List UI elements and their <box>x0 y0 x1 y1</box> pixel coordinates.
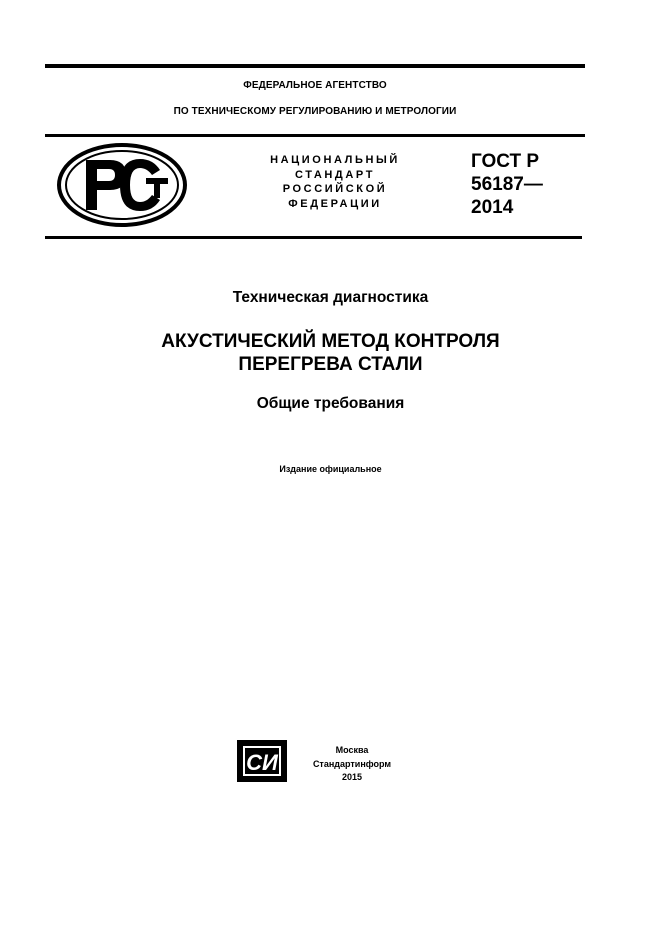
rst-conformity-mark-icon <box>56 142 188 228</box>
agency-line-1: ФЕДЕРАЛЬНОЕ АГЕНТСТВО <box>243 80 387 91</box>
header-divider-rule <box>45 134 585 137</box>
header-bottom-rule <box>45 236 582 239</box>
document-subtitle: Общие требования <box>256 395 405 412</box>
publisher-info <box>296 744 408 785</box>
document-title <box>0 330 661 376</box>
standard-type-line: НАЦИОНАЛЬНЫЙ <box>270 154 400 166</box>
document-title-line: ПЕРЕГРЕВА СТАЛИ <box>238 354 423 375</box>
agency-line-2: ПО ТЕХНИЧЕСКОМУ РЕГУЛИРОВАНИЮ И МЕТРОЛОГИИ <box>173 106 457 117</box>
standard-number-line: 56187— <box>471 174 543 195</box>
standard-type <box>250 153 420 211</box>
publisher-name: Стандартинформ <box>312 758 392 769</box>
standard-type-line: ФЕДЕРАЦИИ <box>288 197 382 210</box>
publisher-year: 2015 <box>341 772 363 782</box>
document-title-line: АКУСТИЧЕСКИЙ МЕТОД КОНТРОЛЯ <box>161 331 500 352</box>
standard-type-line: РОССИЙСКОЙ <box>282 183 388 195</box>
top-rule <box>45 64 585 68</box>
publisher-city: Москва <box>335 745 369 755</box>
standartinform-logo-icon <box>237 740 287 782</box>
standard-number-line: ГОСТ Р <box>471 151 540 172</box>
standard-number <box>471 150 543 219</box>
logo-text: СИ <box>246 750 278 775</box>
document-series: Техническая диагностика <box>232 289 429 306</box>
standard-number-line: 2014 <box>471 197 514 218</box>
edition-note: Издание официальное <box>279 464 382 474</box>
standard-type-line: СТАНДАРТ <box>294 168 376 181</box>
